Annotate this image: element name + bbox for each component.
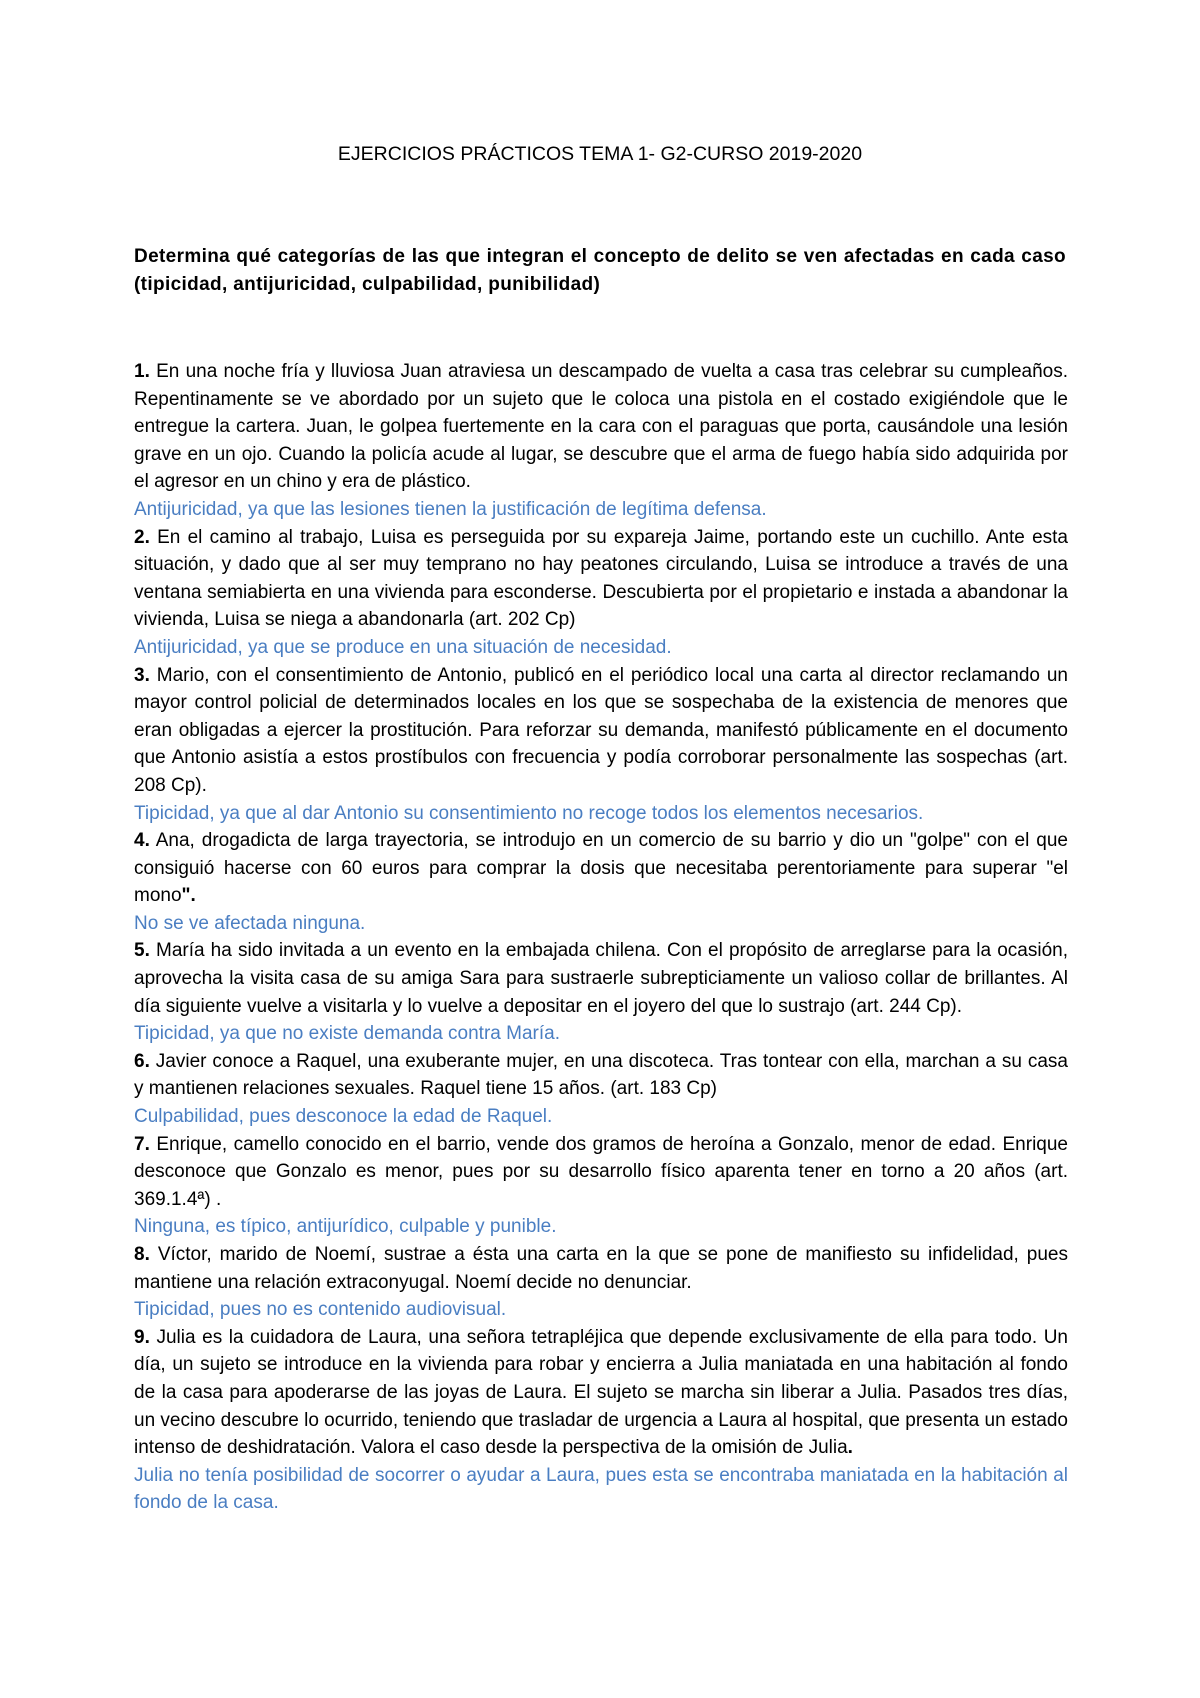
exercise-item-1 <box>134 358 1068 496</box>
exercise-text: Mario, con el consentimiento de Antonio, publicó en el periódico local una carta al director reclamando un mayor control policial de determinados locales en los que se sospechaba de la existencia de menores que eran obligadas a ejercer la prostitución. Para reforzar su demanda, manifestó públicamente en el documento que Antonio asistía a estos prostíbulos con frecuencia y podía corroborar personalmente las sospechas (art. 208 Cp). <box>134 664 1068 796</box>
exercise-list <box>134 358 1068 1517</box>
exercise-answer-8: Tipicidad, pues no es contenido audiovisual. <box>134 1299 507 1321</box>
exercise-answer-1: Antijuricidad, ya que las lesiones tienen la justificación de legítima defensa. <box>134 498 767 520</box>
exercise-number: 6. <box>134 1050 150 1072</box>
exercise-item-7 <box>134 1131 1068 1214</box>
exercise-text: Víctor, marido de Noemí, sustrae a ésta una carta en la que se pone de manifiesto su infidelidad, pues mantiene una relación extraconyugal. Noemí decide no denunciar. <box>134 1244 1068 1293</box>
exercise-answer-7: Ninguna, es típico, antijurídico, culpable y punible. <box>134 1216 557 1238</box>
exercise-item-8 <box>134 1241 1068 1296</box>
exercise-answer-9: Julia no tenía posibilidad de socorrer o ayudar a Laura, pues esta se encontraba maniatada en la habitación al fondo de la casa. <box>134 1464 1068 1514</box>
exercise-answer-3: Tipicidad, ya que al dar Antonio su consentimiento no recoge todos los elementos necesarios. <box>134 802 924 824</box>
exercise-item-6 <box>134 1048 1068 1103</box>
exercise-number: 7. <box>134 1133 150 1155</box>
exercise-item-5 <box>134 937 1068 1020</box>
exercise-text: Javier conoce a Raquel, una exuberante mujer, en una discoteca. Tras tontear con ella, marchan a su casa y mantienen relaciones sexuales. Raquel tiene 15 años. (art. 183 Cp) <box>134 1050 1068 1100</box>
exercise-text: En una noche fría y lluviosa Juan atraviesa un descampado de vuelta a casa tras celebrar su cumpleaños. Repentinamente se ve abordado por un sujeto que le coloca una pistola en el costado exigiéndole que le entregue la cartera. Juan, le golpea fuertemente en la cara con el paraguas que porta, causándole una lesión grave en un ojo. Cuando la policía acude al lugar, se descubre que el arma de fuego había sido adquirida por el agresor en un chino y era de plástico. <box>134 361 1068 493</box>
exercise-text: Enrique, camello conocido en el barrio, vende dos gramos de heroína a Gonzalo, menor de edad. Enrique desconoce que Gonzalo es menor, pues por su desarrollo físico aparenta tener en torno a 20 años (art. 369.1.4ª) . <box>134 1133 1068 1210</box>
exercise-item-9 <box>134 1324 1068 1462</box>
exercise-item-4 <box>134 827 1068 910</box>
exercise-answer-2: Antijuricidad, ya que se produce en una situación de necesidad. <box>134 636 672 658</box>
exercise-number: 2. <box>134 526 150 548</box>
exercise-number: 1. <box>134 361 150 382</box>
exercise-answer-6: Culpabilidad, pues desconoce la edad de Raquel. <box>134 1106 553 1128</box>
exercise-number: 9. <box>134 1326 150 1348</box>
exercise-answer-4: No se ve afectada ninguna. <box>134 912 366 934</box>
exercise-number: 4. <box>134 830 150 852</box>
exercise-number: 8. <box>134 1244 150 1265</box>
exercise-text-end: ". <box>181 885 196 907</box>
exercise-answer-5: Tipicidad, ya que no existe demanda contra María. <box>134 1023 560 1045</box>
exercise-item-2 <box>134 524 1068 634</box>
exercise-text: Ana, drogadicta de larga trayectoria, se introdujo en un comercio de su barrio y dio un "golpe" con el que consiguió hacerse con 60 euros para comprar la dosis que necesitaba perentoriamente para superar "el mono <box>134 830 1068 907</box>
exercise-number: 5. <box>134 940 150 962</box>
exercise-text-end: . <box>847 1437 853 1459</box>
document-title: EJERCICIOS PRÁCTICOS TEMA 1- G2-CURSO 2019-2020 <box>337 143 863 165</box>
exercise-text: Julia es la cuidadora de Laura, una señora tetrapléjica que depende exclusivamente de ella para todo. Un día, un sujeto se introduce en la vivienda para robar y encierra a Julia maniatada en una habitación al fondo de la casa para apoderarse de las joyas de Laura. El sujeto se marcha sin liberar a Julia. Pasados tres días, un vecino descubre lo ocurrido, teniendo que trasladar de urgencia a Laura al hospital, que presenta un estado intenso de deshidratación. Valora el caso desde la perspectiva de la omisión de Julia <box>134 1326 1068 1459</box>
exercise-number: 3. <box>134 664 150 686</box>
exercise-item-3 <box>134 662 1068 800</box>
exercise-text: En el camino al trabajo, Luisa es perseguida por su expareja Jaime, portando este un cuchillo. Ante esta situación, y dado que al ser muy temprano no hay peatones circulando, Luisa se introduce a través de una ventana semiabierta en una vivienda para esconderse. Descubierta por el propietario e instada a abandonar la vivienda, Luisa se niega a abandonarla (art. 202 Cp) <box>134 526 1068 631</box>
exercise-text: María ha sido invitada a un evento en la embajada chilena. Con el propósito de arreglarse para la ocasión, aprovecha la visita casa de su amiga Sara para sustraerle subrepticiamente un valioso collar de brillantes. Al día siguiente vuelve a visitarla y lo vuelve a depositar en el joyero del que lo sustrajo (art. 244 Cp). <box>134 940 1068 1017</box>
instruction-text: Determina qué categorías de las que integran el concepto de delito se ven afectadas en cada caso (tipicidad, antijuricidad, culpabilidad, punibilidad) <box>134 246 1066 295</box>
